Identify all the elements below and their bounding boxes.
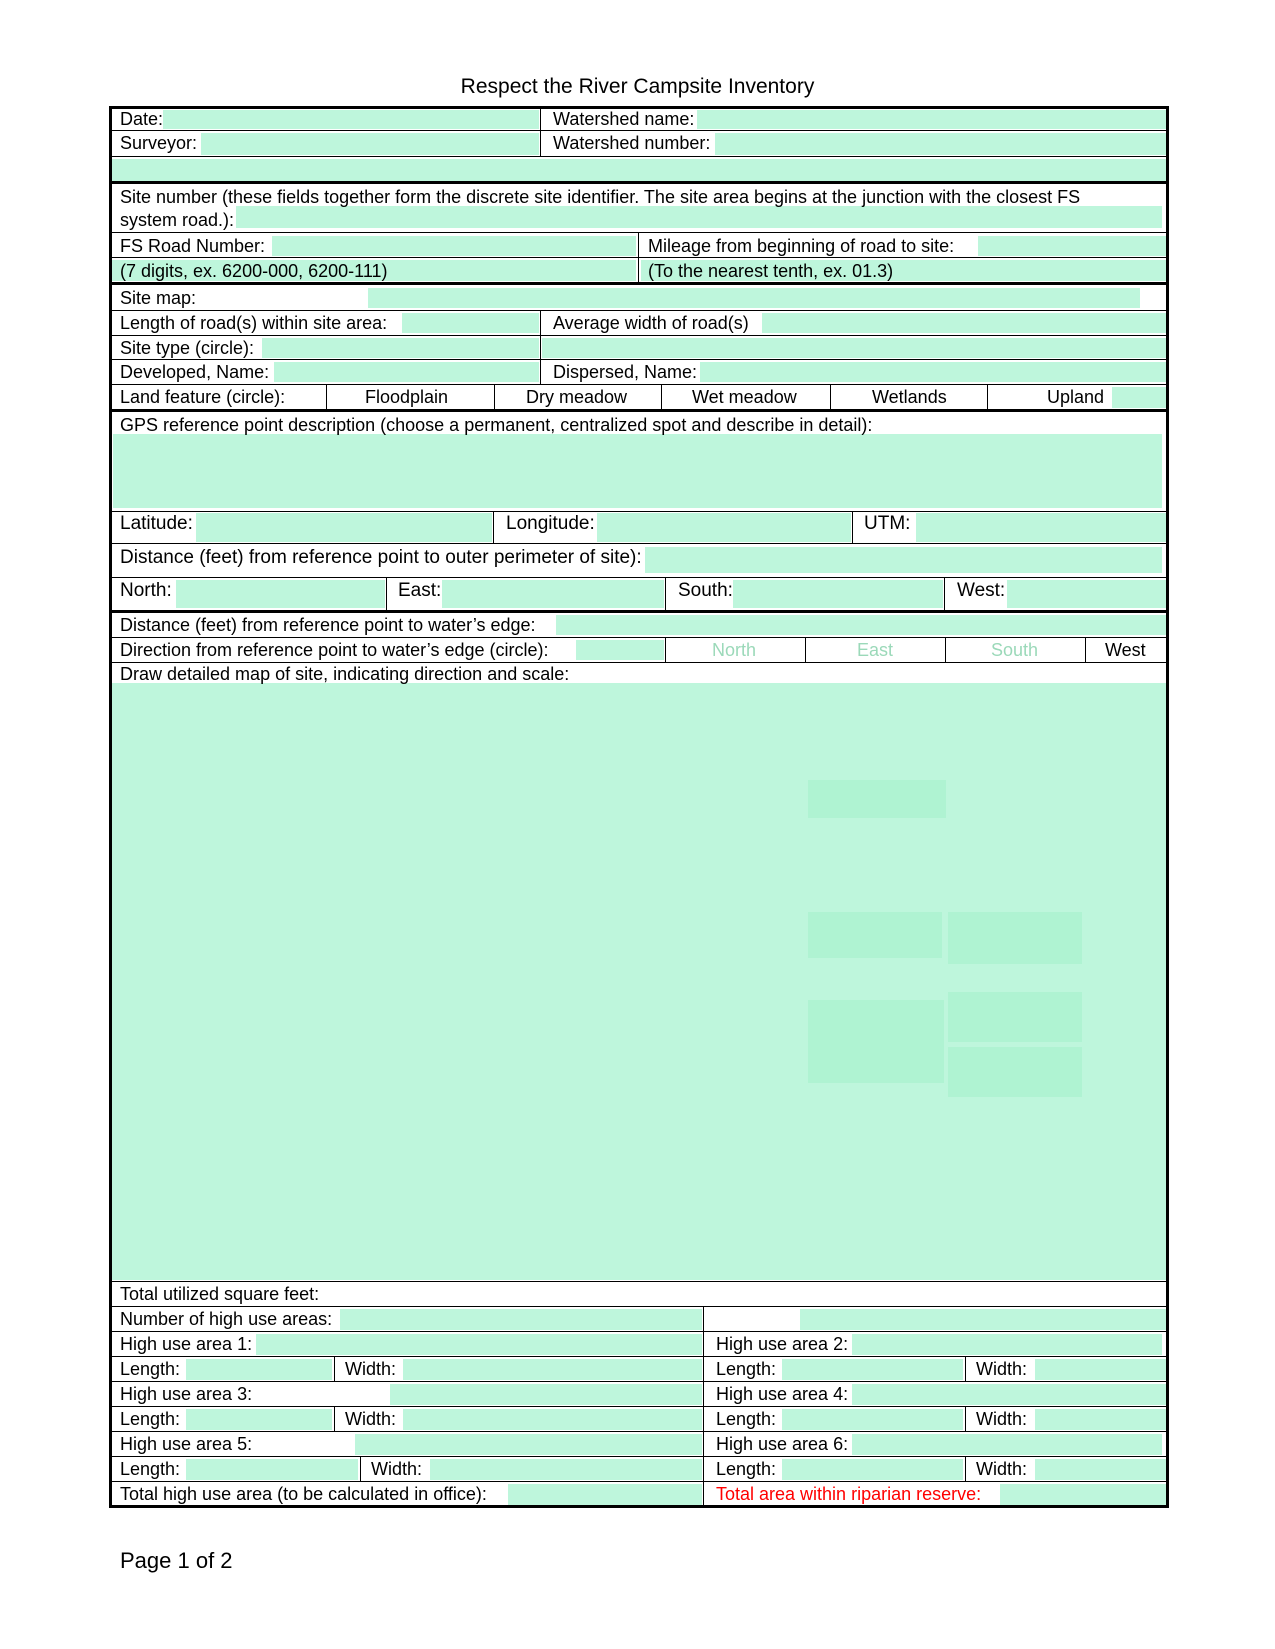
high-use-area-2-field[interactable] xyxy=(852,1334,1162,1355)
fs-road-hint: (7 digits, ex. 6200-000, 6200-111) xyxy=(120,261,388,281)
direction-option-west[interactable]: West xyxy=(1105,640,1146,660)
north-label: North: xyxy=(120,580,172,601)
num-high-use-field-right[interactable] xyxy=(800,1309,1166,1330)
longitude-label: Longitude: xyxy=(506,513,595,534)
north-distance-field[interactable] xyxy=(176,580,385,608)
site-number-label-cont: system road.): xyxy=(120,210,235,230)
utm-label: UTM: xyxy=(864,513,911,534)
watershed-number-label: Watershed number: xyxy=(553,133,711,153)
high-use-area-1-label: High use area 1: xyxy=(120,1334,253,1354)
total-sqft-label: Total utilized square feet: xyxy=(120,1284,320,1304)
longitude-field[interactable] xyxy=(597,513,851,542)
high-use-area-3-field[interactable] xyxy=(390,1384,702,1405)
watershed-name-label: Watershed name: xyxy=(553,109,695,129)
road-width-label: Average width of road(s) xyxy=(553,313,749,333)
map-label: Draw detailed map of site, indicating direction and scale: xyxy=(120,664,570,684)
south-label: South: xyxy=(678,580,733,601)
num-high-use-field[interactable] xyxy=(340,1309,702,1330)
hua1-length-field[interactable] xyxy=(186,1359,332,1380)
developed-label: Developed, Name: xyxy=(120,362,270,382)
mileage-field[interactable] xyxy=(978,236,1166,256)
hua3-width-field[interactable] xyxy=(403,1409,702,1430)
distance-water-label: Distance (feet) from reference point to water’s edge: xyxy=(120,615,536,635)
hua4-length-field[interactable] xyxy=(782,1409,963,1430)
east-label: East: xyxy=(398,580,442,601)
developed-name-field[interactable] xyxy=(274,362,539,382)
site-type-label: Site type (circle): xyxy=(120,338,255,358)
hua6-length-field[interactable] xyxy=(782,1459,963,1480)
hua5-width-field[interactable] xyxy=(430,1459,702,1480)
dispersed-label: Dispersed, Name: xyxy=(553,362,698,382)
site-type-field-right[interactable] xyxy=(542,338,1166,358)
date-label: Date: xyxy=(120,109,164,129)
blank-field[interactable] xyxy=(112,159,1166,181)
road-width-field[interactable] xyxy=(762,313,1166,333)
high-use-area-6-field[interactable] xyxy=(852,1434,1162,1455)
site-map-field[interactable] xyxy=(368,288,1140,308)
hua6-length-label: Length: xyxy=(716,1459,777,1479)
hua3-width-label: Width: xyxy=(345,1409,397,1429)
latitude-field[interactable] xyxy=(196,513,492,542)
land-option-floodplain[interactable]: Floodplain xyxy=(365,387,449,407)
site-number-label: Site number (these fields together form the discrete site identifier. The site area begins at the junction with the closest FS xyxy=(120,187,1081,207)
high-use-area-2-label: High use area 2: xyxy=(716,1334,849,1354)
hua5-length-field[interactable] xyxy=(186,1459,358,1480)
land-option-upland[interactable]: Upland xyxy=(1047,387,1105,407)
hua6-width-label: Width: xyxy=(976,1459,1028,1479)
map-patch xyxy=(948,1047,1082,1097)
hua1-width-field[interactable] xyxy=(403,1359,702,1380)
hua1-length-label: Length: xyxy=(120,1359,181,1379)
site-type-field[interactable] xyxy=(262,338,539,358)
hua4-width-label: Width: xyxy=(976,1409,1028,1429)
gps-description-label: GPS reference point description (choose a permanent, centralized spot and describe in detail): xyxy=(120,415,873,435)
direction-option-north[interactable]: North xyxy=(712,640,757,660)
gps-description-field[interactable] xyxy=(113,434,1162,508)
land-option-wet-meadow[interactable]: Wet meadow xyxy=(692,387,797,407)
mileage-label: Mileage from beginning of road to site: xyxy=(648,236,955,256)
land-option-dry-meadow[interactable]: Dry meadow xyxy=(526,387,628,407)
hua2-width-label: Width: xyxy=(976,1359,1028,1379)
road-length-field[interactable] xyxy=(402,313,539,333)
hua4-width-field[interactable] xyxy=(1035,1409,1166,1430)
hua1-width-label: Width: xyxy=(345,1359,397,1379)
mileage-hint: (To the nearest tenth, ex. 01.3) xyxy=(648,261,894,281)
date-field[interactable] xyxy=(163,110,539,129)
site-number-field[interactable] xyxy=(236,206,1162,228)
hua5-length-label: Length: xyxy=(120,1459,181,1479)
total-high-use-label: Total high use area (to be calculated in office): xyxy=(120,1484,487,1504)
hua2-width-field[interactable] xyxy=(1035,1359,1166,1380)
high-use-area-5-field[interactable] xyxy=(355,1434,702,1455)
num-high-use-label: Number of high use areas: xyxy=(120,1309,333,1329)
land-feature-label: Land feature (circle): xyxy=(120,387,286,407)
dispersed-name-field[interactable] xyxy=(700,362,1166,382)
hua5-width-label: Width: xyxy=(371,1459,423,1479)
fs-road-number-label: FS Road Number: xyxy=(120,236,266,256)
hua6-width-field[interactable] xyxy=(1035,1459,1166,1480)
high-use-area-5-label: High use area 5: xyxy=(120,1434,253,1454)
utm-field[interactable] xyxy=(916,513,1166,542)
high-use-area-6-label: High use area 6: xyxy=(716,1434,849,1454)
land-feature-field[interactable] xyxy=(1112,387,1166,408)
page-number: Page 1 of 2 xyxy=(120,1548,233,1573)
map-patch xyxy=(808,1000,944,1083)
south-distance-field[interactable] xyxy=(733,580,943,608)
distance-perimeter-field[interactable] xyxy=(645,547,1162,573)
high-use-area-4-label: High use area 4: xyxy=(716,1384,849,1404)
high-use-area-1-field[interactable] xyxy=(256,1334,702,1355)
map-patch xyxy=(948,992,1082,1042)
road-length-label: Length of road(s) within site area: xyxy=(120,313,388,333)
distance-water-field[interactable] xyxy=(556,615,1166,635)
direction-option-south[interactable]: South xyxy=(991,640,1039,660)
hua4-length-label: Length: xyxy=(716,1409,777,1429)
distance-perimeter-label: Distance (feet) from reference point to outer perimeter of site): xyxy=(120,547,642,568)
land-option-wetlands[interactable]: Wetlands xyxy=(872,387,947,407)
direction-option-east[interactable]: East xyxy=(857,640,894,660)
west-label: West: xyxy=(957,580,1006,601)
fs-road-number-field[interactable] xyxy=(272,236,636,256)
high-use-area-4-field[interactable] xyxy=(852,1384,1166,1405)
site-map-drawing-area[interactable] xyxy=(112,683,1166,1280)
total-riparian-field[interactable] xyxy=(1000,1484,1166,1505)
watershed-name-field[interactable] xyxy=(697,110,1166,129)
hua3-length-field[interactable] xyxy=(186,1409,332,1430)
west-distance-field[interactable] xyxy=(1007,580,1166,608)
latitude-label: Latitude: xyxy=(120,513,193,534)
direction-water-field[interactable] xyxy=(576,640,664,660)
east-distance-field[interactable] xyxy=(442,580,664,608)
form-title: Respect the River Campsite Inventory xyxy=(460,75,815,98)
total-high-use-field[interactable] xyxy=(508,1484,702,1505)
total-riparian-label: Total area within riparian reserve: xyxy=(716,1484,982,1504)
map-patch xyxy=(948,912,1082,964)
watershed-number-field[interactable] xyxy=(715,133,1166,155)
map-patch xyxy=(808,912,942,958)
high-use-area-3-label: High use area 3: xyxy=(120,1384,253,1404)
direction-water-label: Direction from reference point to water’s edge (circle): xyxy=(120,640,549,660)
surveyor-field[interactable] xyxy=(201,133,539,155)
hua3-length-label: Length: xyxy=(120,1409,181,1429)
surveyor-label: Surveyor: xyxy=(120,133,198,153)
hua2-length-label: Length: xyxy=(716,1359,777,1379)
site-map-label: Site map: xyxy=(120,288,197,308)
map-patch xyxy=(808,780,946,818)
hua2-length-field[interactable] xyxy=(782,1359,963,1380)
